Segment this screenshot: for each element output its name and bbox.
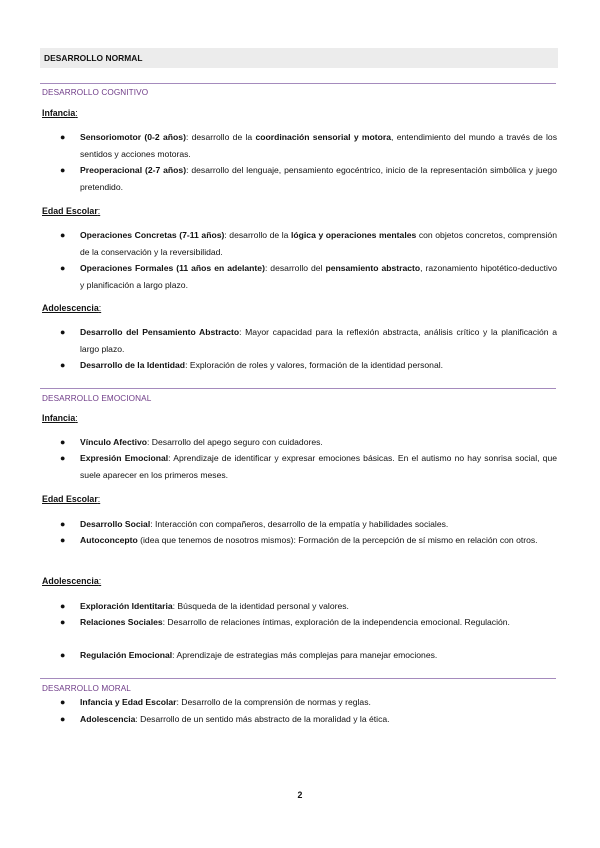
bullet-icon: ● (60, 714, 66, 724)
bullet-icon: ● (60, 535, 66, 545)
list-item: ● Desarrollo Social: Interacción con compañeros, desarrollo de la empatía y habilidades sociales. (80, 516, 557, 533)
document-title: DESARROLLO NORMAL (44, 53, 143, 63)
list-item: ● Adolescencia: Desarrollo de un sentido más abstracto de la moralidad y la ética. (80, 711, 557, 728)
list-item: ● Desarrollo de la Identidad: Exploración de roles y valores, formación de la identidad personal. (80, 357, 557, 374)
bullet-icon: ● (60, 263, 66, 273)
bullet-icon: ● (60, 601, 66, 611)
bullet-icon: ● (60, 519, 66, 529)
list-item: ● Regulación Emocional: Aprendizaje de estrategias más complejas para manejar emociones. (80, 647, 557, 664)
list-item: ● Sensoriomotor (0-2 años): desarrollo de la coordinación sensorial y motora, entendimiento del mundo a través de los sentidos y acciones motoras. (80, 129, 557, 162)
section-divider (40, 678, 556, 679)
section-divider (40, 83, 556, 84)
page-number: 2 (297, 790, 303, 800)
list-item: ● Expresión Emocional: Aprendizaje de identificar y expresar emociones básicas. En el autismo no hay sonrisa social, que suele aparecer en los primeros meses. (80, 450, 557, 483)
list-item: ● Vínculo Afectivo: Desarrollo del apego seguro con cuidadores. (80, 434, 557, 451)
subheading-edad-escolar: Edad Escolar: (42, 494, 101, 504)
bullet-icon: ● (60, 650, 66, 660)
list-item: ● Autoconcepto (idea que tenemos de nosotros mismos): Formación de la percepción de sí mismo en relación con otros. (80, 532, 557, 549)
section-heading-moral: DESARROLLO MORAL (42, 684, 131, 693)
list-item: ● Relaciones Sociales: Desarrollo de relaciones íntimas, exploración de la independencia emocional. Regulación. (80, 614, 557, 631)
bullet-icon: ● (60, 327, 66, 337)
document-title-band (40, 48, 558, 68)
list-item: ● Desarrollo del Pensamiento Abstracto: Mayor capacidad para la reflexión abstracta, análisis crítico y la planificación a largo plazo. (80, 324, 557, 357)
bullet-icon: ● (60, 617, 66, 627)
subheading-infancia: Infancia: (42, 413, 78, 423)
subheading-adolescencia: Adolescencia: (42, 303, 102, 313)
list-item: ● Operaciones Formales (11 años en adelante): desarrollo del pensamiento abstracto, razonamiento hipotético-deductivo y planificación a largo plazo. (80, 260, 557, 293)
section-heading-cognitivo: DESARROLLO COGNITIVO (42, 88, 149, 97)
list-item: ● Operaciones Concretas (7-11 años): desarrollo de la lógica y operaciones mentales con objetos concretos, comprensión de la conservación y la reversibilidad. (80, 227, 557, 260)
section-divider (40, 388, 556, 389)
bullet-icon: ● (60, 437, 66, 447)
bullet-icon: ● (60, 165, 66, 175)
bullet-icon: ● (60, 453, 66, 463)
bullet-icon: ● (60, 230, 66, 240)
list-item: ● Infancia y Edad Escolar: Desarrollo de la comprensión de normas y reglas. (80, 694, 557, 711)
list-item: ● Exploración Identitaria: Búsqueda de la identidad personal y valores. (80, 598, 557, 615)
subheading-edad-escolar: Edad Escolar: (42, 206, 101, 216)
bullet-icon: ● (60, 360, 66, 370)
subheading-infancia: Infancia: (42, 108, 78, 118)
bullet-icon: ● (60, 132, 66, 142)
bullet-icon: ● (60, 697, 66, 707)
section-heading-emocional: DESARROLLO EMOCIONAL (42, 394, 152, 403)
list-item: ● Preoperacional (2-7 años): desarrollo del lenguaje, pensamiento egocéntrico, inicio de la representación simbólica y juego pretendido. (80, 162, 557, 195)
subheading-adolescencia: Adolescencia: (42, 576, 102, 586)
